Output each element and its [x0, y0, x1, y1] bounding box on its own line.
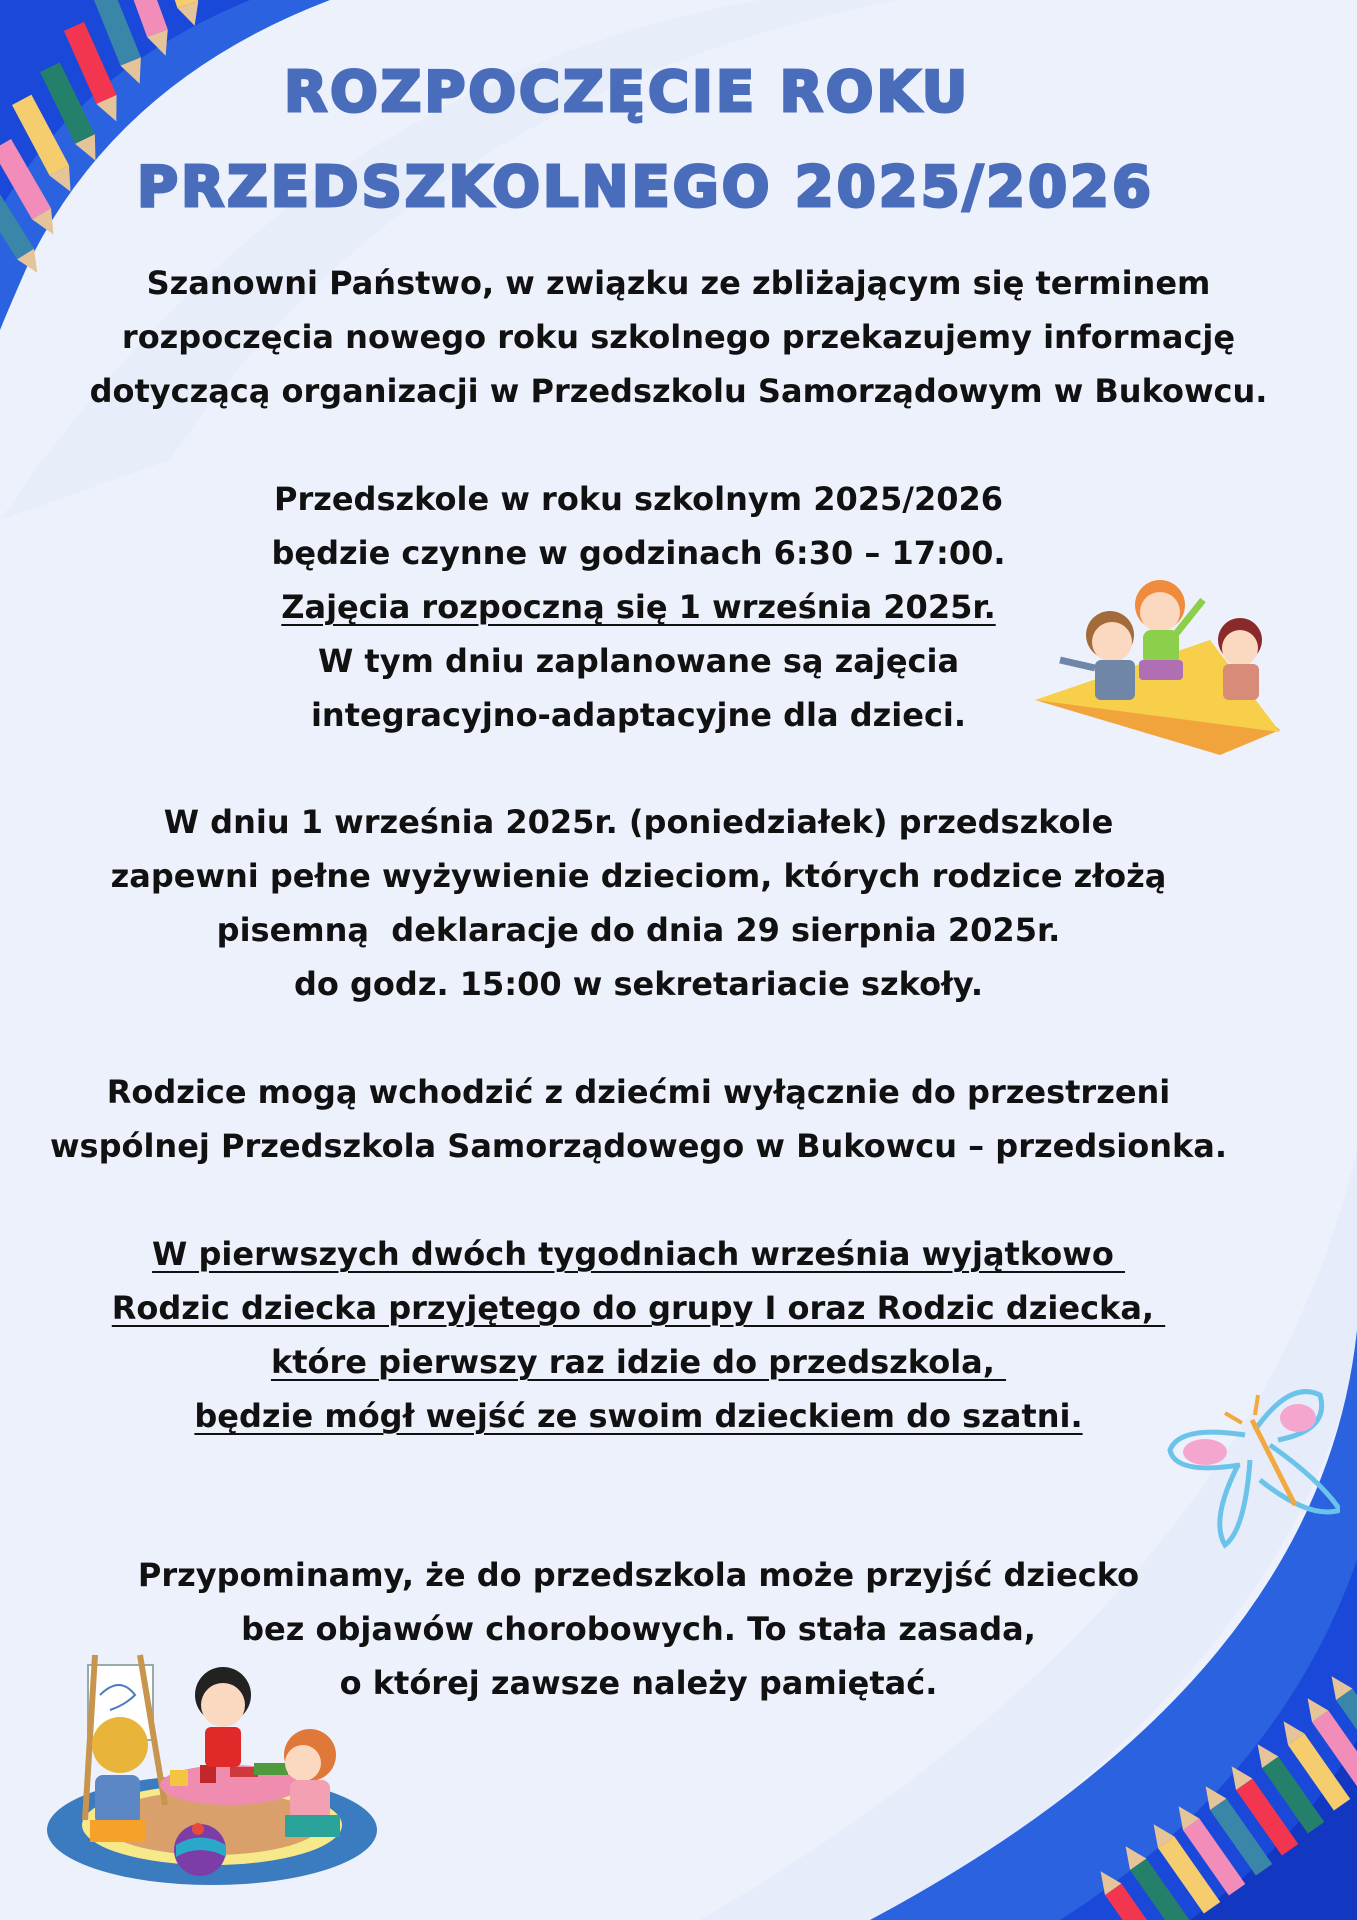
cloakroom-paragraph [0, 1227, 1317, 1443]
meals-paragraph [0, 795, 1317, 1011]
text-line: Przedszkole w roku szkolnym 2025/2026 [273, 480, 1003, 518]
text-line: będzie czynne w godzinach 6:30 – 17:00. [271, 534, 1006, 572]
text-line: pisemną deklaracje do dnia 29 sierpnia 2025r. [216, 911, 1061, 949]
page-title-line-2 [137, 155, 1154, 220]
text-line: o której zawsze należy pamiętać. [339, 1664, 938, 1702]
opening-hours-paragraph [0, 472, 1317, 742]
text-line: bez objawów chorobowych. To stała zasada, [241, 1610, 1036, 1648]
underlined-line: będzie mógł wejść ze swoim dzieckiem do szatni. [194, 1397, 1083, 1435]
page-title-line-1 [284, 60, 970, 125]
text-line: wspólnej Przedszkola Samorządowego w Bukowcu – przedsionka. [49, 1127, 1228, 1165]
text-line: do godz. 15:00 w sekretariacie szkoły. [293, 965, 983, 1003]
underlined-line: W pierwszych dwóch tygodniach września wyjątkowo [152, 1235, 1125, 1273]
text-line: Przypominamy, że do przedszkola może przyjść dziecko [137, 1556, 1140, 1594]
start-date-underlined: Zajęcia rozpoczną się 1 września 2025r. [281, 588, 996, 626]
text-line: W tym dniu zaplanowane są zajęcia [317, 642, 960, 680]
intro-paragraph [0, 256, 1357, 418]
entrance-paragraph [0, 1065, 1317, 1173]
text-line: W dniu 1 września 2025r. (poniedziałek) przedszkole [163, 803, 1114, 841]
text-line: Rodzice mogą wchodzić z dziećmi wyłącznie do przestrzeni [106, 1073, 1171, 1111]
text-line: Szanowni Państwo, w związku ze zbliżającym się terminem [146, 264, 1211, 302]
health-reminder-paragraph [0, 1548, 1317, 1710]
underlined-line: które pierwszy raz idzie do przedszkola, [270, 1343, 1007, 1381]
text-line: integracyjno-adaptacyjne dla dzieci. [310, 696, 967, 734]
underlined-line: Rodzic dziecka przyjętego do grupy I oraz Rodzic dziecka, [111, 1289, 1166, 1327]
text-line: rozpoczęcia nowego roku szkolnego przekazujemy informację [121, 318, 1236, 356]
title-text-2: PRZEDSZKOLNEGO 2025/2026 [137, 155, 1154, 220]
text-line: dotyczącą organizacji w Przedszkolu Samorządowym w Bukowcu. [89, 372, 1268, 410]
title-text-1: ROZPOCZĘCIE ROKU [284, 60, 971, 125]
text-line: zapewni pełne wyżywienie dzieciom, których rodzice złożą [110, 857, 1167, 895]
